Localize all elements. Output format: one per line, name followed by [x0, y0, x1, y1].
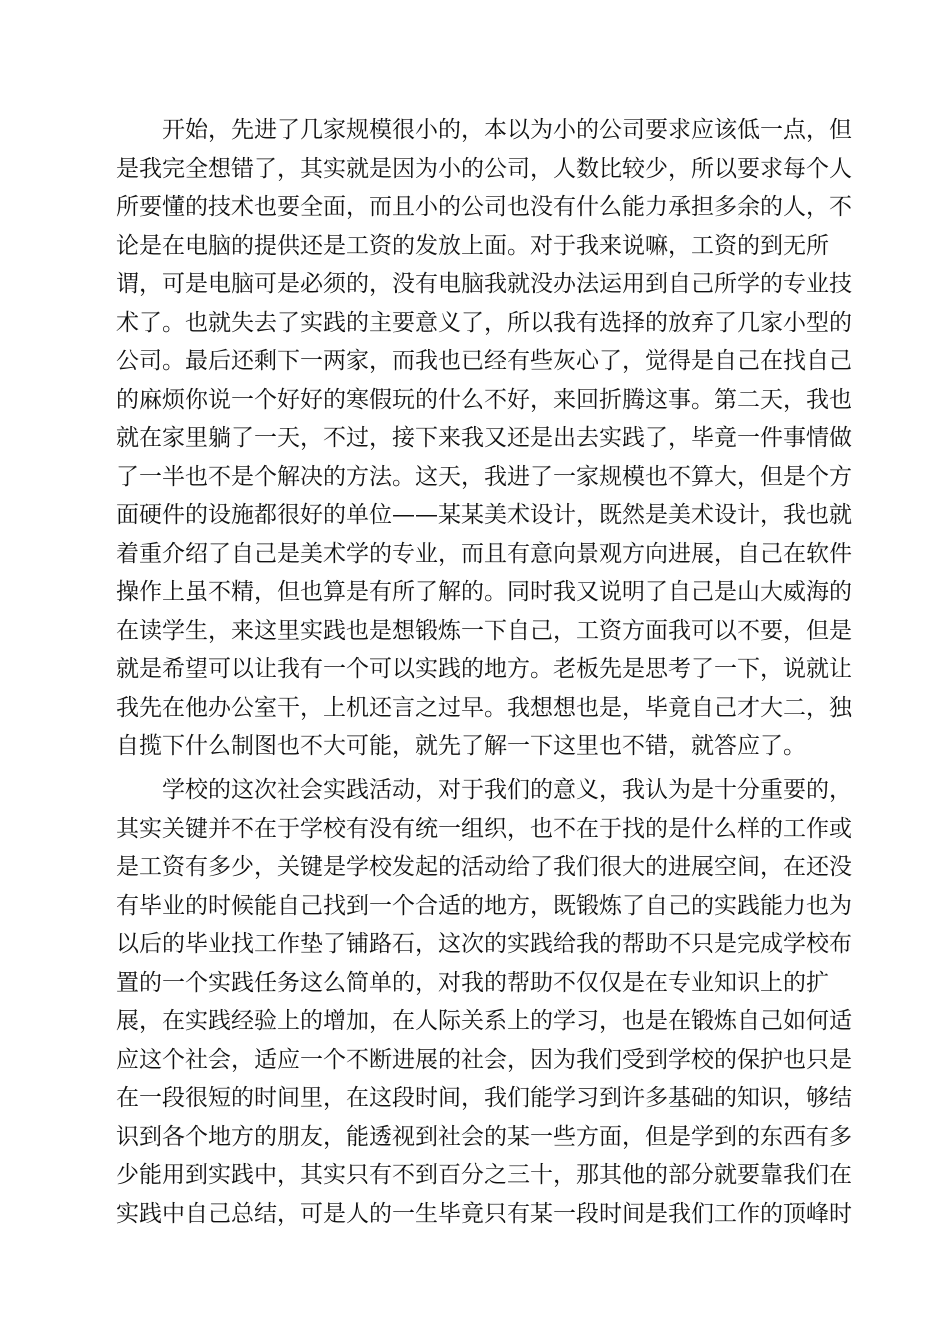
paragraph-2	[116, 771, 852, 1233]
paragraph-line: 应这个社会，适应一个不断进展的社会，因为我们受到学校的保护也只是	[116, 1046, 852, 1073]
paragraph-line: 展，在实践经验上的增加，在人际关系上的学习，也是在锻炼自己如何适	[116, 1008, 852, 1034]
paragraph-line: 所要懂的技术也要全面，而且小的公司也没有什么能力承担多余的人，不	[116, 194, 852, 220]
paragraph-line: 置的一个实践任务这么简单的，对我的帮助不仅仅是在专业知识上的扩	[116, 969, 829, 996]
paragraph-line: 面硬件的设施都很好的单位——某某美术设计，既然是美术设计，我也就	[116, 502, 852, 528]
paragraph-line: 少能用到实践中，其实只有不到百分之三十，那其他的部分就要靠我们在	[116, 1162, 852, 1188]
paragraph-line: 公司。最后还剩下一两家，而我也已经有些灰心了，觉得是自己在找自己	[116, 348, 852, 374]
paragraph-line: 就在家里躺了一天，不过，接下来我又还是出去实践了，毕竟一件事情做	[116, 425, 852, 451]
paragraph-line: 在一段很短的时间里，在这段时间，我们能学习到许多基础的知识，够结	[116, 1085, 852, 1111]
paragraph-line: 实践中自己总结，可是人的一生毕竟只有某一段时间是我们工作的顶峰时	[116, 1200, 852, 1227]
paragraph-line: 着重介绍了自己是美术学的专业，而且有意向景观方向进展，自己在软件	[116, 540, 852, 567]
paragraph-line: 在读学生，来这里实践也是想锻炼一下自己，工资方面我可以不要，但是	[116, 617, 852, 644]
paragraph-line: 谓，可是电脑可是必须的，没有电脑我就没办法运用到自己所学的专业技	[116, 271, 852, 297]
paragraph-line: 有毕业的时候能自己找到一个合适的地方，既锻炼了自己的实践能力也为	[116, 892, 852, 919]
paragraph-line: 识到各个地方的朋友，能透视到社会的某一些方面，但是学到的东西有多	[116, 1123, 852, 1150]
paragraph-line: 自揽下什么制图也不大可能，就先了解一下这里也不错，就答应了。	[116, 733, 806, 759]
paragraph-line: 操作上虽不精，但也算是有所了解的。同时我又说明了自己是山大威海的	[116, 579, 852, 605]
paragraph-line: 术了。也就失去了实践的主要意义了，所以我有选择的放弃了几家小型的	[116, 309, 852, 336]
paragraph-line: 其实关键并不在于学校有没有统一组织，也不在于找的是什么样的工作或	[116, 815, 852, 842]
paragraph-line: 了一半也不是个解决的方法。这天，我进了一家规模也不算大，但是个方	[116, 463, 852, 490]
paragraph-1	[116, 111, 852, 766]
paragraph-line: 我先在他办公室干，上机还言之过早。我想想也是，毕竟自己才大二，独	[116, 694, 852, 721]
paragraph-line: 的麻烦你说一个好好的寒假玩的什么不好，来回折腾这事。第二天，我也	[116, 386, 852, 413]
paragraph-line: 开始，先进了几家规模很小的，本以为小的公司要求应该低一点，但	[162, 117, 852, 143]
paragraph-line: 是我完全想错了，其实就是因为小的公司，人数比较少，所以要求每个人	[116, 155, 852, 182]
paragraph-line: 论是在电脑的提供还是工资的发放上面。对于我来说嘛，工资的到无所	[116, 232, 829, 259]
paragraph-line: 就是希望可以让我有一个可以实践的地方。老板先是思考了一下，说就让	[116, 656, 852, 682]
paragraph-line: 是工资有多少，关键是学校发起的活动给了我们很大的进展空间，在还没	[116, 854, 852, 880]
paragraph-line: 学校的这次社会实践活动，对于我们的意义，我认为是十分重要的，	[162, 777, 852, 803]
paragraph-line: 以后的毕业找工作垫了铺路石，这次的实践给我的帮助不只是完成学校布	[116, 931, 852, 957]
